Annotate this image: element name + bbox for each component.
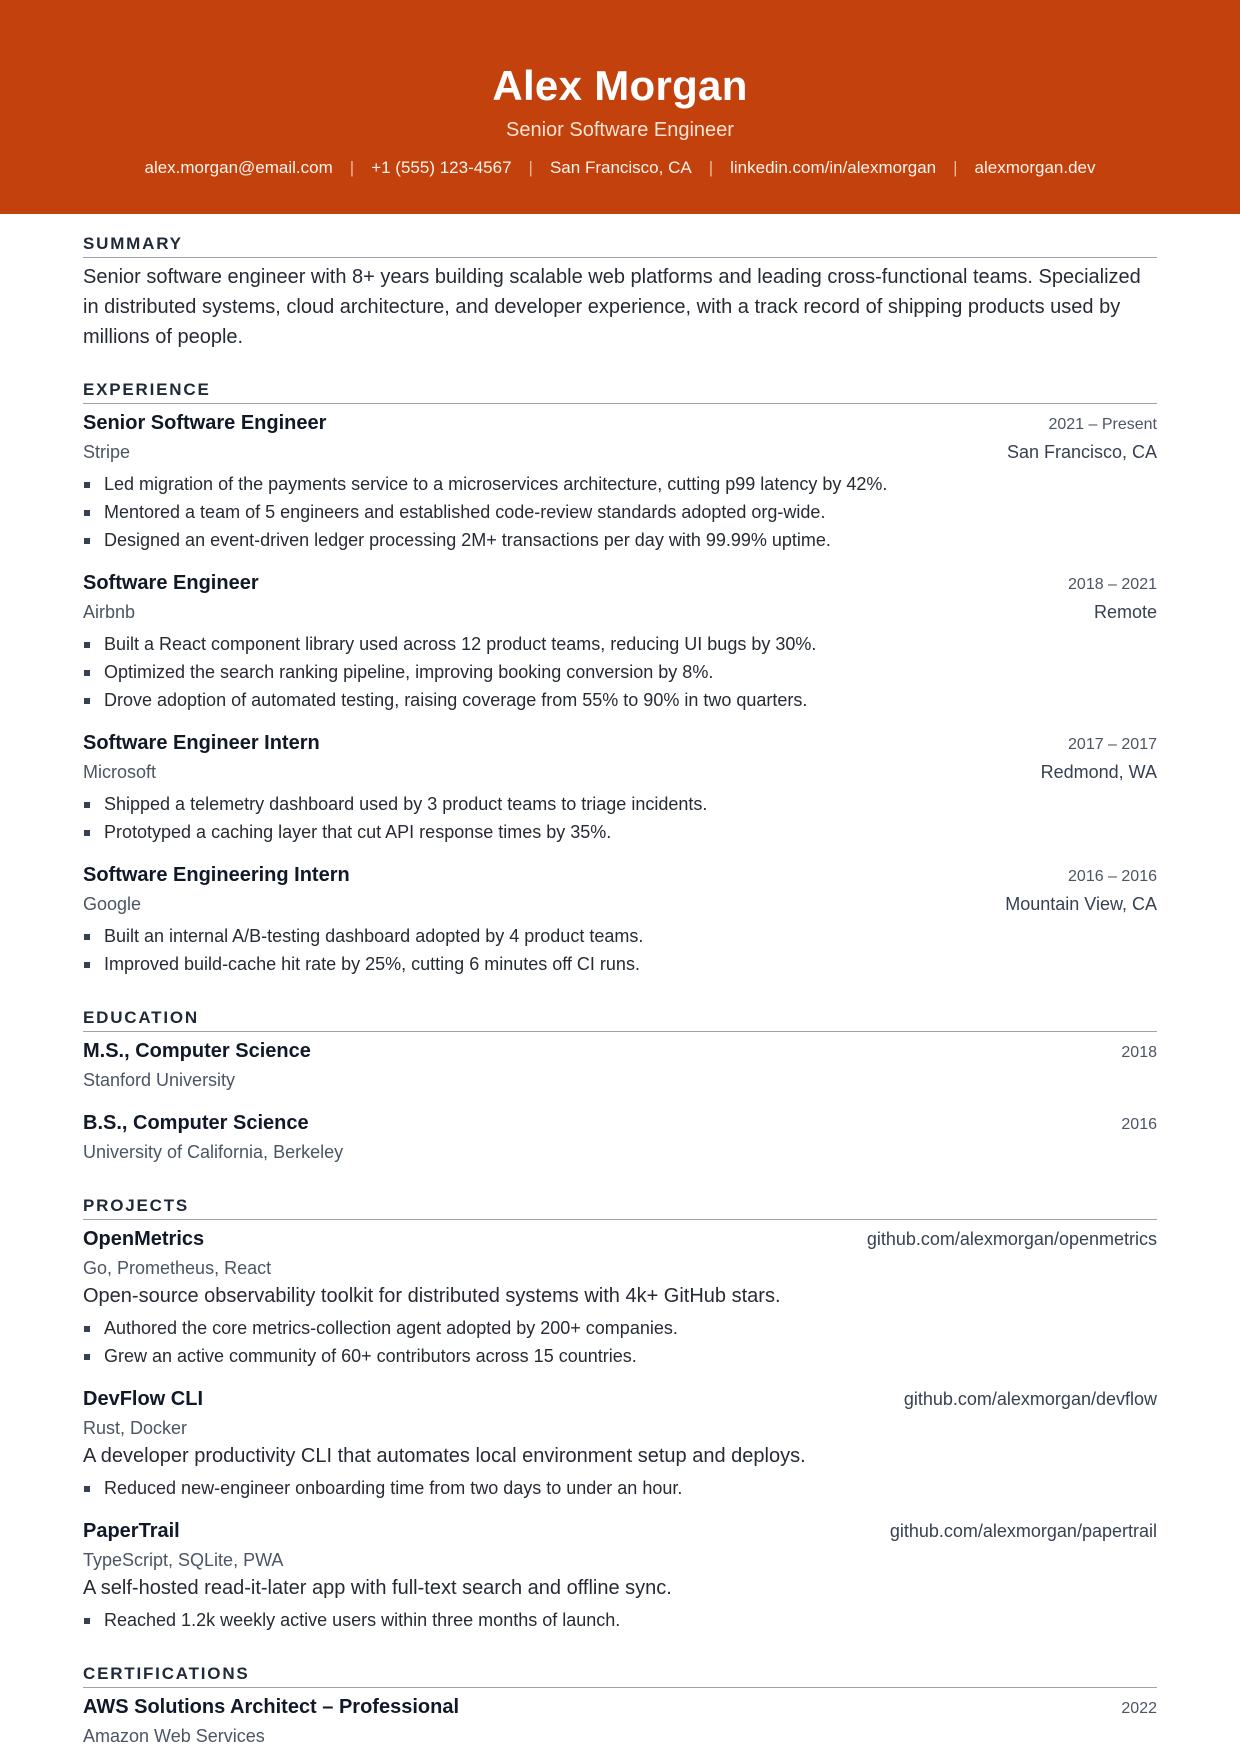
job-dates: 2021 – Present [1048, 416, 1157, 433]
bullet-square-icon [84, 642, 90, 648]
bullet-square-icon [84, 670, 90, 676]
project-entry [83, 1224, 1157, 1370]
contact-line [0, 156, 1240, 180]
project-stack: TypeScript, SQLite, PWA [83, 1550, 284, 1570]
contact-phone[interactable]: +1 (555) 123-4567 [371, 158, 512, 177]
bullet-square-icon [84, 1326, 90, 1332]
project-name: PaperTrail [83, 1520, 180, 1542]
contact-website[interactable]: alexmorgan.dev [974, 158, 1096, 177]
job-dates: 2018 – 2021 [1068, 576, 1157, 593]
bullet-square-icon [84, 802, 90, 808]
bullet-item: Built a React component library used across 12 product teams, reducing UI bugs by 30%. [83, 630, 1157, 658]
bullet-item: Optimized the search ranking pipeline, improving booking conversion by 8%. [83, 658, 1157, 686]
project-entry [83, 1384, 1157, 1502]
company-name: Microsoft [83, 762, 157, 782]
projects-section [83, 1196, 1157, 1664]
certification-issuer: Amazon Web Services [83, 1726, 265, 1746]
bullet-square-icon [84, 1618, 90, 1624]
job-title: Software Engineer Intern [83, 732, 320, 754]
bullet-square-icon [84, 482, 90, 488]
project-description: A self-hosted read-it-later app with full-text search and offline sync. [83, 1577, 672, 1599]
certification-name: AWS Solutions Architect – Professional [83, 1696, 459, 1718]
experience-section [83, 380, 1157, 1008]
job-dates: 2017 – 2017 [1068, 736, 1157, 753]
resume-body [0, 214, 1240, 1750]
job-location: San Francisco, CA [1006, 442, 1157, 462]
experience-entry [83, 568, 1157, 714]
summary-section [83, 234, 1157, 352]
bullet-item: Grew an active community of 60+ contributors across 15 countries. [83, 1342, 1157, 1370]
section-heading: PROJECTS [83, 1196, 1157, 1220]
project-description: Open-source observability toolkit for distributed systems with 4k+ GitHub stars. [83, 1285, 781, 1307]
company-name: Stripe [83, 442, 131, 462]
section-heading: SUMMARY [83, 234, 1157, 258]
project-link[interactable]: github.com/alexmorgan/devflow [903, 1389, 1157, 1409]
candidate-title: Senior Software Engineer [506, 119, 734, 141]
company-name: Google [83, 894, 142, 914]
education-entry [83, 1108, 1157, 1166]
project-link[interactable]: github.com/alexmorgan/openmetrics [866, 1229, 1157, 1249]
experience-entry [83, 860, 1157, 978]
bullet-item: Prototyped a caching layer that cut API response times by 35%. [83, 818, 1157, 846]
job-dates: 2016 – 2016 [1068, 868, 1157, 885]
bullet-item: Drove adoption of automated testing, raising coverage from 55% to 90% in two quarters. [83, 686, 1157, 714]
bullet-item: Improved build-cache hit rate by 25%, cutting 6 minutes off CI runs. [83, 950, 1157, 978]
school-name: University of California, Berkeley [83, 1142, 344, 1162]
job-location: Mountain View, CA [1005, 894, 1157, 914]
bullet-item: Shipped a telemetry dashboard used by 3 product teams to triage incidents. [83, 790, 1157, 818]
bullet-square-icon [84, 1486, 90, 1492]
contact-separator: | [708, 158, 714, 177]
project-stack: Go, Prometheus, React [83, 1258, 272, 1278]
company-name: Airbnb [83, 602, 136, 622]
job-title: Senior Software Engineer [83, 412, 327, 434]
summary-text: Senior software engineer with 8+ years building scalable web platforms and leading cross-functional teams. Specialized in distributed systems, cloud architecture, and developer experience, with a track record of shipping products used by millions of people. [83, 266, 1141, 348]
education-section [83, 1008, 1157, 1196]
bullet-square-icon [84, 962, 90, 968]
resume-header [0, 0, 1240, 214]
project-name: OpenMetrics [83, 1228, 205, 1250]
job-title: Software Engineer [83, 572, 259, 594]
bullet-square-icon [84, 698, 90, 704]
bullet-item: Built an internal A/B-testing dashboard adopted by 4 product teams. [83, 922, 1157, 950]
graduation-year: 2016 [1121, 1116, 1157, 1133]
bullet-item: Led migration of the payments service to a microservices architecture, cutting p99 latency by 42%. [83, 470, 1157, 498]
project-entry [83, 1516, 1157, 1634]
experience-entry [83, 408, 1157, 554]
bullet-item: Authored the core metrics-collection agent adopted by 200+ companies. [83, 1314, 1157, 1342]
experience-entry [83, 728, 1157, 846]
candidate-name: Alex Morgan [492, 62, 748, 109]
certification-entry [83, 1692, 1157, 1750]
graduation-year: 2018 [1121, 1044, 1157, 1061]
project-name: DevFlow CLI [83, 1388, 204, 1410]
education-entry [83, 1036, 1157, 1094]
certifications-section [83, 1664, 1157, 1750]
bullet-square-icon [84, 510, 90, 516]
contact-separator: | [528, 158, 533, 177]
bullet-square-icon [84, 830, 90, 836]
project-stack: Rust, Docker [83, 1418, 188, 1438]
degree-name: M.S., Computer Science [83, 1040, 311, 1062]
contact-separator: | [953, 158, 958, 177]
section-heading: EXPERIENCE [83, 380, 1157, 404]
bullet-item: Reached 1.2k weekly active users within three months of launch. [83, 1606, 1157, 1634]
contact-linkedin[interactable]: linkedin.com/in/alexmorgan [730, 158, 937, 177]
bullet-item: Reduced new-engineer onboarding time from two days to under an hour. [83, 1474, 1157, 1502]
project-description: A developer productivity CLI that automates local environment setup and deploys. [83, 1445, 806, 1467]
bullet-square-icon [84, 1354, 90, 1360]
contact-location: San Francisco, CA [549, 158, 692, 177]
bullet-square-icon [84, 934, 90, 940]
degree-name: B.S., Computer Science [83, 1112, 309, 1134]
certification-year: 2022 [1121, 1700, 1157, 1717]
job-location: Remote [1093, 602, 1157, 622]
project-link[interactable]: github.com/alexmorgan/papertrail [889, 1521, 1157, 1541]
bullet-square-icon [84, 538, 90, 544]
job-title: Software Engineering Intern [83, 864, 350, 886]
section-heading: CERTIFICATIONS [83, 1664, 1157, 1688]
bullet-item: Mentored a team of 5 engineers and established code-review standards adopted org-wide. [83, 498, 1157, 526]
section-heading: EDUCATION [83, 1008, 1157, 1032]
contact-email[interactable]: alex.morgan@email.com [144, 158, 333, 177]
contact-separator: | [349, 158, 355, 177]
bullet-item: Designed an event-driven ledger processing 2M+ transactions per day with 99.99% uptime. [83, 526, 1157, 554]
school-name: Stanford University [83, 1070, 236, 1090]
job-location: Redmond, WA [1040, 762, 1157, 782]
